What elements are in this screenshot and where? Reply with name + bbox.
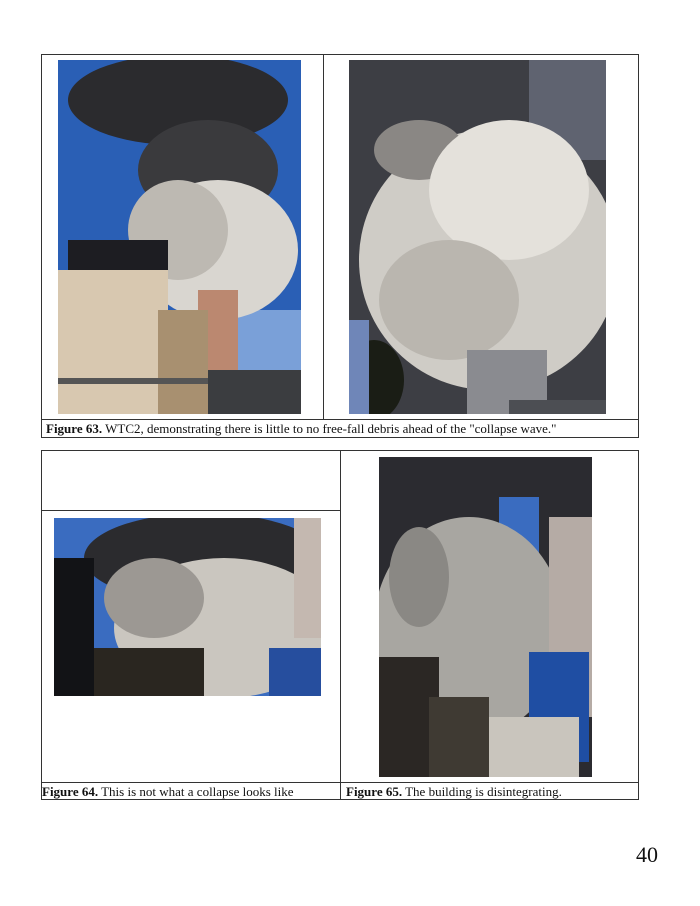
- page-number: 40: [636, 842, 658, 867]
- figure-64-photo: [54, 518, 321, 696]
- figure-63-caption-rule: [41, 419, 639, 420]
- figure-63-divider: [323, 54, 324, 420]
- figure-65-text: The building is disintegrating.: [402, 784, 562, 799]
- figure-63-photo-right: [349, 60, 606, 414]
- figure-65-label: Figure 65.: [346, 784, 403, 799]
- figure-64-65-divider: [340, 450, 341, 800]
- figure-64-65-caption-rule: [41, 782, 639, 783]
- figure-64-top-rule: [41, 510, 340, 511]
- figure-64-label: Figure 64.: [42, 784, 99, 799]
- figure-64-caption: [42, 784, 294, 800]
- figure-63-caption: [46, 421, 556, 437]
- figure-64-text: This is not what a collapse looks like: [98, 784, 294, 799]
- figure-65-caption: [346, 784, 562, 800]
- figure-63-label: Figure 63.: [46, 421, 103, 436]
- figure-65-photo: [379, 457, 592, 777]
- figure-63-text: WTC2, demonstrating there is little to no free-fall debris ahead of the "collapse wave.": [102, 421, 557, 436]
- figure-63-photo-left: [58, 60, 301, 414]
